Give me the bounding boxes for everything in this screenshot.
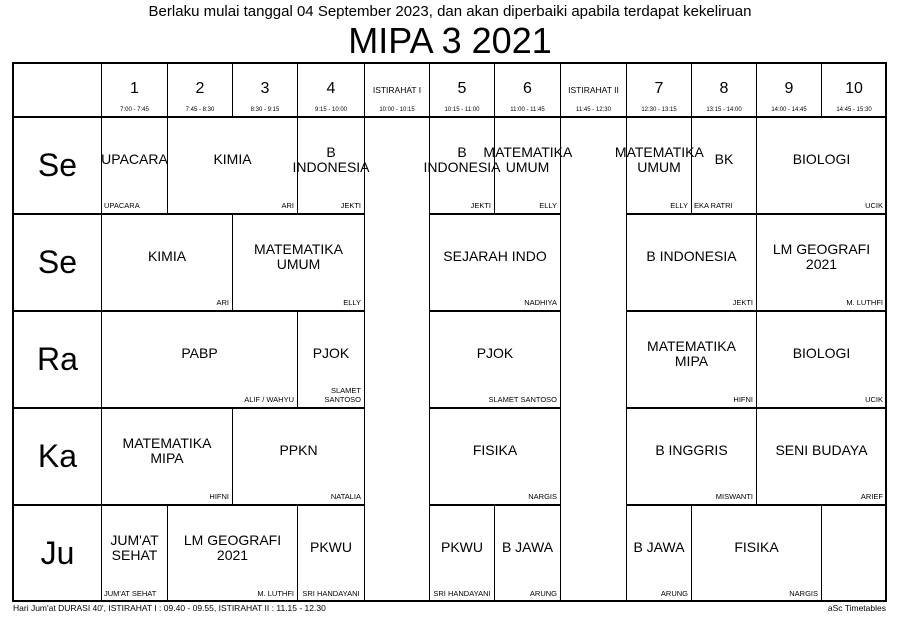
- lesson-subject: BIOLOGI: [792, 151, 851, 167]
- lesson-cell: [102, 215, 233, 312]
- lesson-subject: B INGGRIS: [655, 442, 728, 458]
- day-label: Se: [14, 118, 102, 215]
- period-header: [102, 64, 168, 118]
- lesson-subject: BIOLOGI: [792, 345, 851, 361]
- break-label: ISTIRAHAT I: [372, 85, 422, 95]
- break-header: [365, 64, 430, 118]
- footer-brand: aSc Timetables: [827, 603, 886, 613]
- lesson-teacher: ELLY: [343, 298, 361, 307]
- lesson-teacher: UCIK: [865, 395, 883, 404]
- period-time: 13:15 - 14:00: [706, 107, 742, 113]
- lesson-cell: [292, 118, 370, 215]
- lesson-subject: KIMIA: [213, 151, 252, 167]
- lesson-subject: FISIKA: [472, 442, 518, 458]
- lesson-subject: B INDONESIA: [423, 143, 501, 175]
- lesson-teacher: ELLY: [670, 201, 688, 210]
- period-header: [298, 64, 365, 118]
- period-time: 10:15 - 11:00: [444, 107, 480, 113]
- lesson-teacher: ARI: [216, 298, 229, 307]
- lesson-cell: [495, 506, 561, 601]
- lesson-subject: B INDONESIA: [646, 248, 737, 264]
- period-number: 9: [784, 80, 794, 97]
- lesson-subject: PABP: [181, 345, 218, 361]
- lesson-subject: PJOK: [312, 345, 350, 361]
- period-header: [495, 64, 561, 118]
- lesson-subject: MATEMATIKA MIPA: [647, 337, 736, 369]
- period-header: [757, 64, 822, 118]
- lesson-teacher: NATALIA: [330, 492, 361, 501]
- lesson-teacher: NADHIYA: [524, 298, 557, 307]
- lesson-teacher: JUM'AT SEHAT: [104, 589, 157, 598]
- lesson-teacher: UPACARA: [104, 201, 140, 210]
- lesson-teacher: JEKTI: [470, 201, 491, 210]
- lesson-teacher: ELLY: [539, 201, 557, 210]
- validity-notice: Berlaku mulai tanggal 04 September 2023, dan akan diperbaiki apabila terdapat kekeliruan: [148, 3, 752, 20]
- period-time: 11:45 - 12:30: [576, 107, 611, 113]
- lesson-subject: B JAWA: [501, 539, 554, 555]
- lesson-subject: PKWU: [310, 539, 352, 555]
- period-time: 12:30 - 13:15: [641, 107, 677, 113]
- break-header: [561, 64, 627, 118]
- break-label: ISTIRAHAT II: [568, 85, 619, 95]
- period-number: 10: [845, 80, 863, 97]
- lesson-subject: SEJARAH INDO: [443, 248, 547, 264]
- lesson-subject: UPACARA: [101, 151, 168, 167]
- period-time: 7:45 - 8:30: [185, 107, 215, 113]
- lesson-teacher: HIFNI: [733, 395, 753, 404]
- lesson-cell: [692, 506, 822, 601]
- lesson-subject: B JAWA: [633, 539, 685, 555]
- page-title: MIPA 3 2021: [348, 20, 552, 61]
- period-time: 8:30 - 9:15: [250, 107, 280, 113]
- day-label: Ka: [14, 409, 102, 506]
- lesson-teacher: SRI HANDAYANI: [433, 589, 491, 598]
- lesson-cell: [430, 506, 495, 601]
- lesson-subject: LM GEOGRAFI 2021: [183, 531, 282, 563]
- day-label: Ju: [14, 506, 102, 601]
- period-time: 11:00 - 11:45: [510, 107, 545, 113]
- lesson-cell: [757, 215, 886, 312]
- lesson-teacher: EKA RATRI: [694, 201, 733, 210]
- lesson-teacher: NARGIS: [789, 589, 818, 598]
- lesson-cell: [102, 409, 233, 506]
- lesson-subject: BK: [714, 151, 734, 167]
- lesson-teacher: SRI HANDAYANI: [302, 589, 360, 598]
- lesson-cell: [233, 215, 365, 312]
- lesson-teacher: MISWANTI: [715, 492, 753, 501]
- lesson-cell: [614, 118, 704, 215]
- period-number: 6: [523, 80, 532, 97]
- period-header: [822, 64, 886, 118]
- lesson-teacher: SLAMET SANTOSO: [488, 395, 557, 404]
- lesson-cell: [692, 118, 757, 215]
- lesson-subject: PPKN: [279, 442, 318, 458]
- lesson-subject: MATEMATIKA MIPA: [122, 434, 212, 466]
- empty-cell: [822, 506, 886, 601]
- break-column: [365, 118, 430, 601]
- lesson-cell: [757, 312, 886, 409]
- period-number: 7: [654, 80, 664, 97]
- lesson-teacher: ARIEF: [860, 492, 883, 501]
- lesson-cell: [483, 118, 573, 215]
- period-time: 14:00 - 14:45: [771, 107, 807, 113]
- footer-note: Hari Jum'at DURASI 40', ISTIRAHAT I : 09.40 - 09.55, ISTIRAHAT II : 11.15 - 12.30: [13, 603, 326, 613]
- lesson-subject: FISIKA: [734, 539, 779, 555]
- period-header: [233, 64, 298, 118]
- lesson-cell: [168, 118, 298, 215]
- lesson-cell: [627, 312, 757, 409]
- lesson-teacher: ARUNG: [660, 589, 688, 598]
- lesson-teacher: ARI: [281, 201, 294, 210]
- lesson-subject: KIMIA: [147, 248, 187, 264]
- period-header: [168, 64, 233, 118]
- lesson-teacher: JEKTI: [340, 201, 361, 210]
- lesson-cell: [627, 506, 692, 601]
- lesson-teacher: HIFNI: [209, 492, 229, 501]
- lesson-cell: [627, 215, 757, 312]
- period-number: 5: [457, 80, 467, 97]
- lesson-subject: JUM'AT SEHAT: [110, 531, 159, 563]
- lesson-cell: [168, 506, 298, 601]
- lesson-cell: [298, 506, 365, 601]
- lesson-cell: [298, 312, 365, 409]
- period-time: 14:45 - 15:30: [836, 107, 872, 113]
- lesson-subject: LM GEOGRAFI 2021: [772, 240, 871, 272]
- lesson-teacher: M. LUTHFI: [846, 298, 883, 307]
- lesson-subject: MATEMATIKA UMUM: [483, 143, 573, 175]
- period-number: 4: [326, 80, 336, 97]
- period-time: 10:00 - 10:15: [379, 107, 415, 113]
- period-header: [692, 64, 757, 118]
- period-time: 9:15 - 10:00: [314, 107, 348, 113]
- lesson-teacher: NARGIS: [528, 492, 557, 501]
- lesson-cell: [102, 312, 298, 409]
- lesson-subject: MATEMATIKA UMUM: [254, 240, 343, 272]
- period-number: 3: [260, 80, 270, 97]
- lesson-teacher: ARUNG: [529, 589, 557, 598]
- lesson-teacher: UCIK: [865, 201, 883, 210]
- lesson-teacher: M. LUTHFI: [257, 589, 294, 598]
- day-label: Se: [14, 215, 102, 312]
- lesson-cell: [430, 215, 561, 312]
- lesson-subject: PJOK: [476, 345, 514, 361]
- lesson-cell: [233, 409, 365, 506]
- lesson-cell: [757, 409, 886, 506]
- period-number: 2: [195, 80, 205, 97]
- timetable-grid: [12, 62, 887, 602]
- lesson-cell: [627, 409, 757, 506]
- period-number: 8: [719, 80, 729, 97]
- lesson-cell: [430, 409, 561, 506]
- lesson-teacher: SLAMET SANTOSO: [324, 386, 361, 404]
- period-header: [627, 64, 692, 118]
- period-header: [430, 64, 495, 118]
- period-time: 7:00 - 7:45: [120, 107, 149, 113]
- corner-cell: [14, 64, 102, 118]
- lesson-teacher: ALIF / WAHYU: [244, 395, 294, 404]
- lesson-subject: SENI BUDAYA: [775, 442, 868, 458]
- lesson-subject: PKWU: [441, 539, 483, 555]
- lesson-cell: [757, 118, 886, 215]
- day-label: Ra: [14, 312, 102, 409]
- break-column: [561, 118, 627, 601]
- lesson-subject: MATEMATIKA UMUM: [614, 143, 704, 175]
- lesson-cell: [102, 118, 168, 215]
- lesson-cell: [430, 312, 561, 409]
- lesson-cell: [102, 506, 168, 601]
- lesson-subject: B INDONESIA: [292, 143, 370, 175]
- period-number: 1: [130, 80, 139, 97]
- lesson-teacher: JEKTI: [732, 298, 753, 307]
